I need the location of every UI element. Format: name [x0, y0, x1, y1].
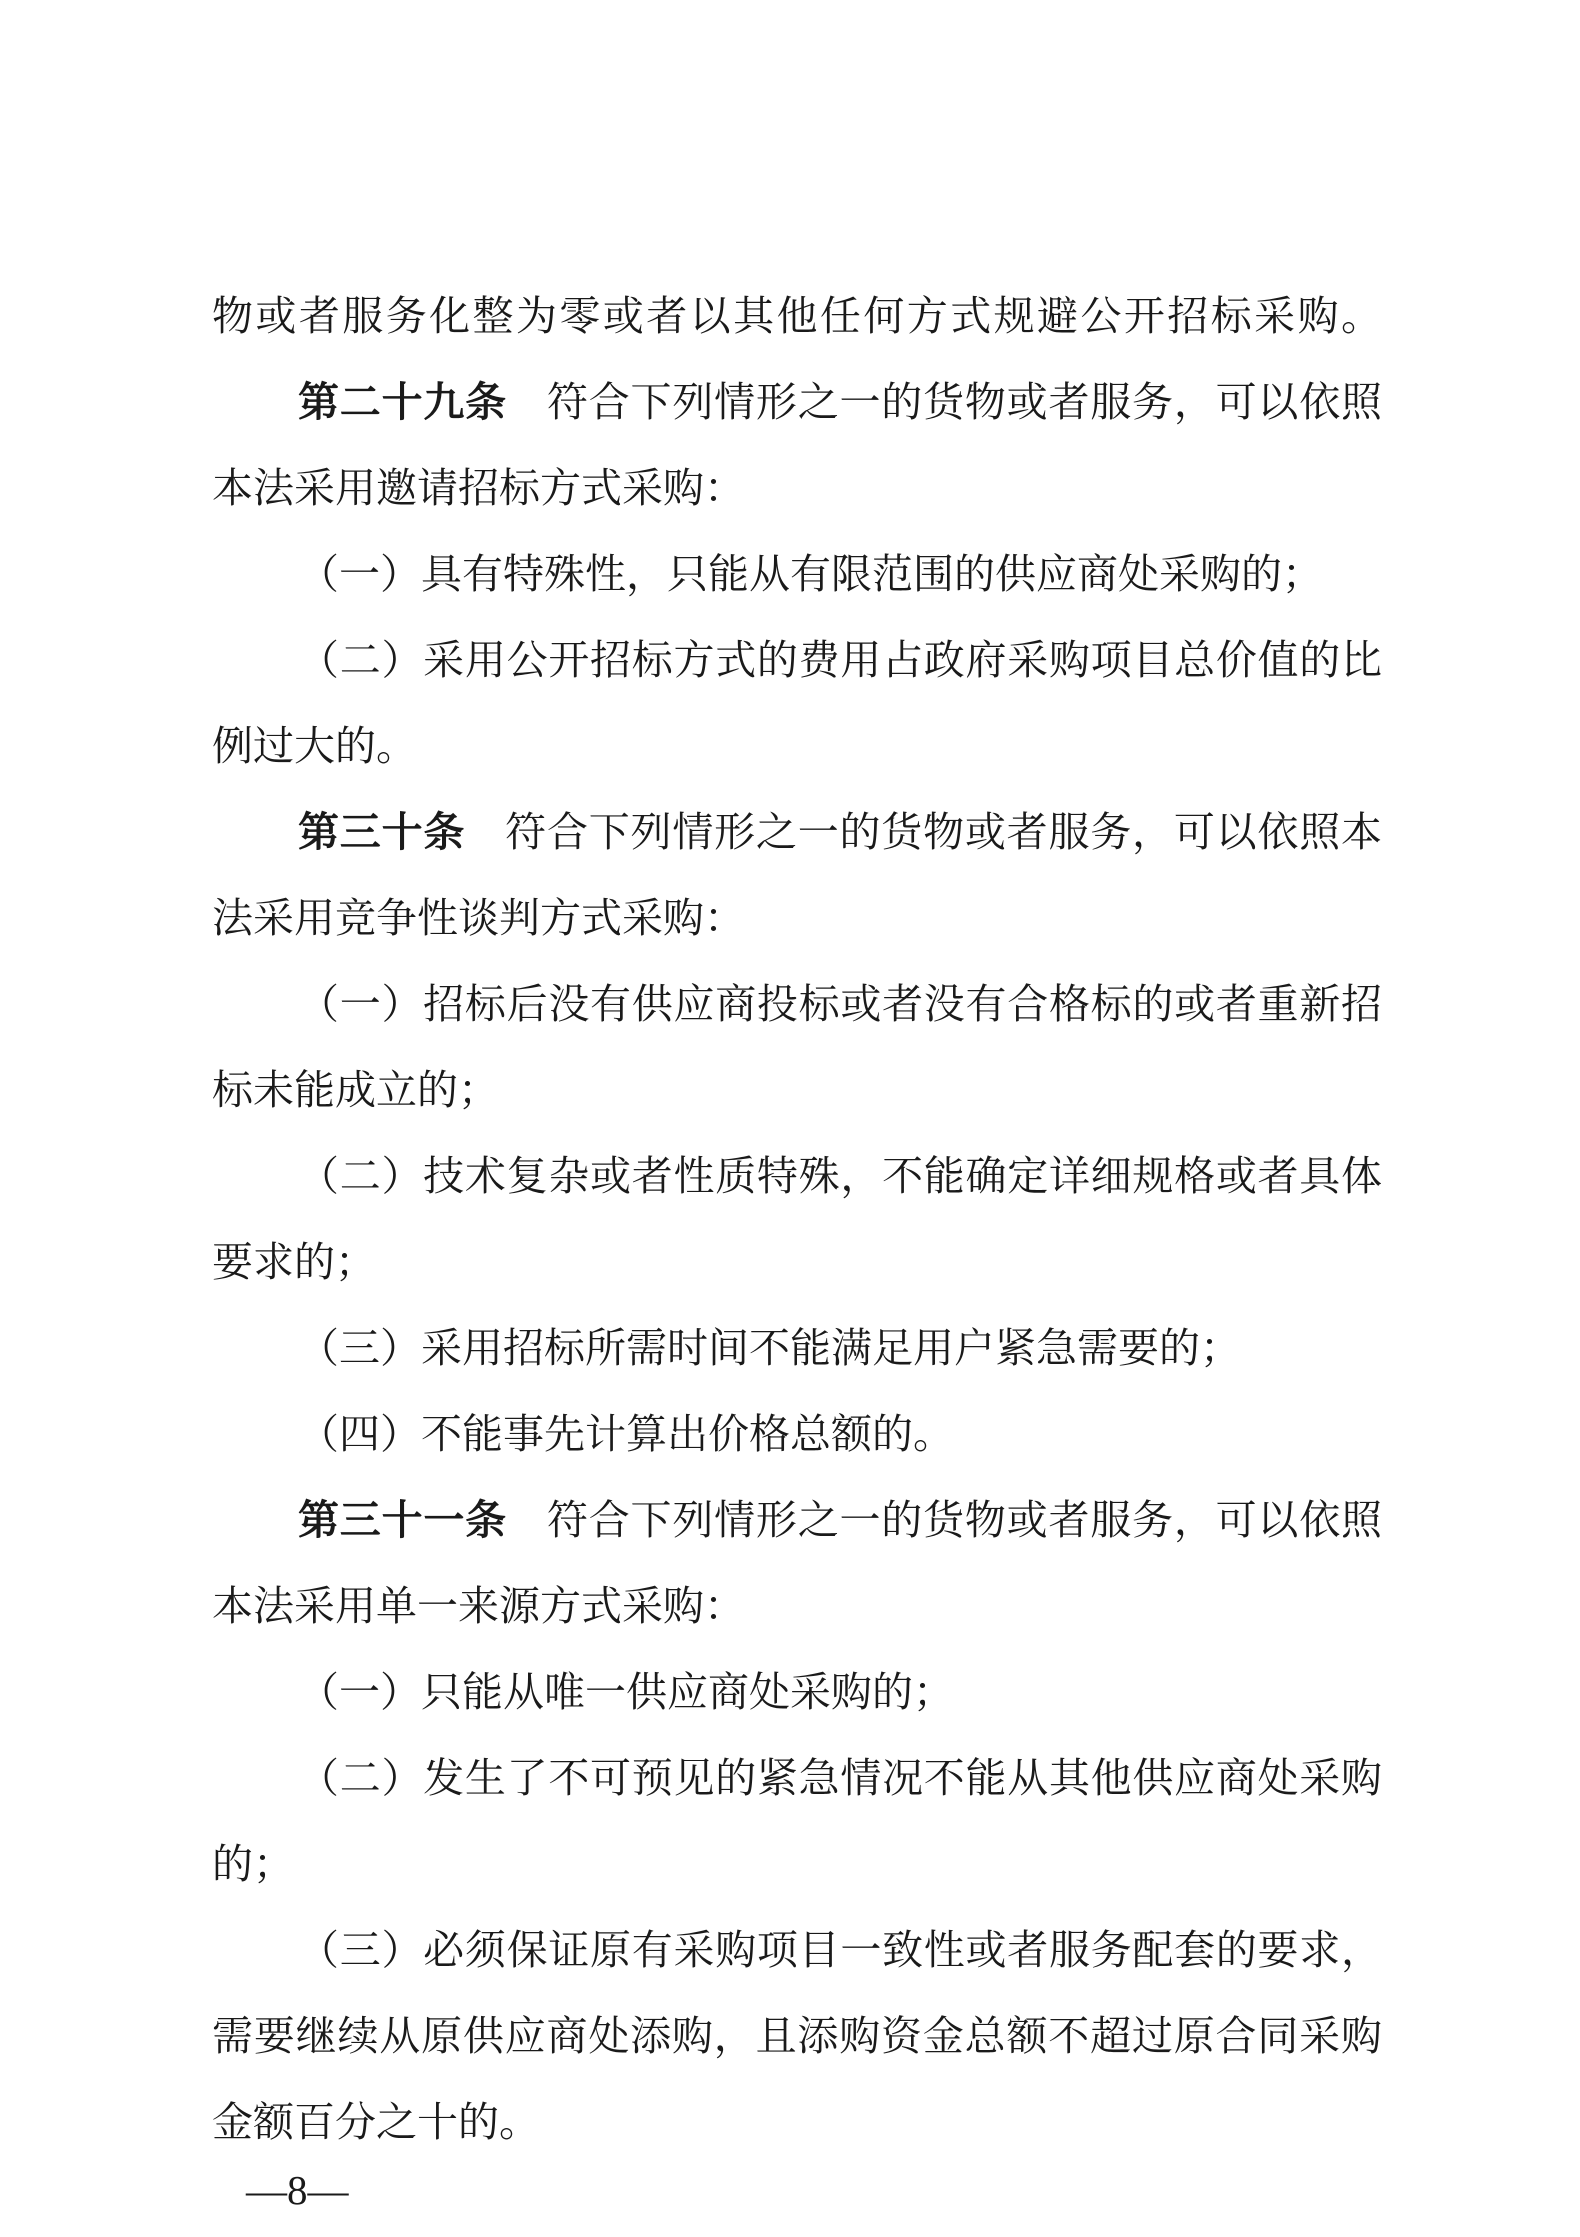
article-31-text-1: 符合下列情形之一的货物或者服务，可以依照 — [546, 1496, 1382, 1544]
article-29-item-1: （一）具有特殊性，只能从有限范围的供应商处采购的； — [298, 550, 1323, 598]
article-30-item-4: （四）不能事先计算出价格总额的。 — [298, 1410, 954, 1458]
article-31-heading: 第三十一条 — [298, 1496, 507, 1544]
article-30-item-2-line-2: 要求的； — [212, 1238, 376, 1286]
article-30-item-3: （三）采用招标所需时间不能满足用户紧急需要的； — [298, 1324, 1241, 1372]
article-30-line-1 — [298, 794, 1382, 870]
article-30-item-1-line-2: 标未能成立的； — [212, 1066, 499, 1114]
article-31-line-2: 本法采用单一来源方式采购： — [212, 1582, 745, 1630]
article-29-heading: 第二十九条 — [298, 378, 507, 426]
article-31-item-1: （一）只能从唯一供应商处采购的； — [298, 1668, 954, 1716]
article-30-heading: 第三十条 — [298, 808, 466, 856]
article-29-line-2: 本法采用邀请招标方式采购： — [212, 464, 745, 512]
article-31-line-1 — [298, 1482, 1382, 1558]
article-31-item-3-line-3: 金额百分之十的。 — [212, 2098, 540, 2146]
page-number: —8— — [246, 2167, 349, 2213]
article-31-item-2-line-1: （二）发生了不可预见的紧急情况不能从其他供应商处采购 — [298, 1754, 1382, 1802]
article-29-item-2-line-1: （二）采用公开招标方式的费用占政府采购项目总价值的比 — [298, 636, 1382, 684]
article-31-item-3-line-2: 需要继续从原供应商处添购，且添购资金总额不超过原合同采购 — [212, 2012, 1382, 2060]
article-30-line-2: 法采用竞争性谈判方式采购： — [212, 894, 745, 942]
article-29-text-1: 符合下列情形之一的货物或者服务，可以依照 — [546, 378, 1382, 426]
article-31-item-2-line-2: 的； — [212, 1840, 294, 1888]
article-29-line-1 — [298, 364, 1382, 440]
article-31-item-3-line-1: （三）必须保证原有采购项目一致性或者服务配套的要求， — [298, 1926, 1382, 1974]
article-29-item-2-line-2: 例过大的。 — [212, 722, 417, 770]
article-30-item-2-line-1: （二）技术复杂或者性质特殊，不能确定详细规格或者具体 — [298, 1152, 1382, 1200]
continuation-line: 物或者服务化整为零或者以其他任何方式规避公开招标采购。 — [212, 292, 1382, 340]
article-30-item-1-line-1: （一）招标后没有供应商投标或者没有合格标的或者重新招 — [298, 980, 1382, 1028]
article-30-text-1: 符合下列情形之一的货物或者服务，可以依照本 — [505, 808, 1382, 856]
